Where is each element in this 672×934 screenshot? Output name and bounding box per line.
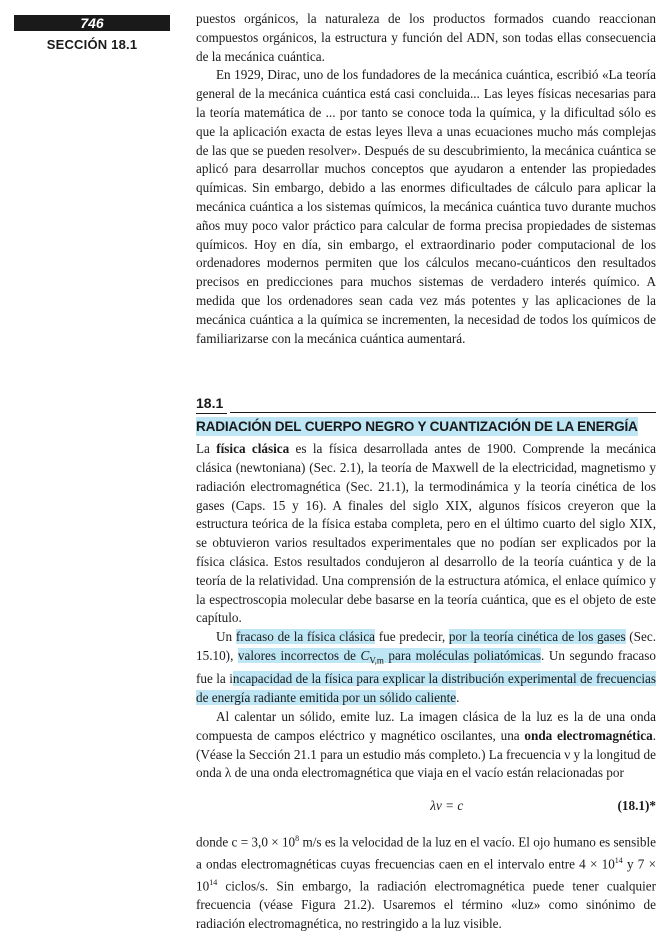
equation-number: (18.1)* <box>617 798 656 814</box>
paragraph-classical-physics: La física clásica es la física desarrollada antes de 1900. Comprende la mecánica clásica (newtoniana) (Sec. 2.1), la teoría de Maxwell de la electricidad, magnetismo y radiación electromagnética (Sec. 21.1), la termodinámica y la teoría cinética de los gases (Caps. 15 y 16). A finales del siglo XIX, algunos físicos creyeron que la estructura teórica de la física estaba completa, pero en el último cuarto del siglo XIX, se obtuvieron varios resultados experimentales que no podían ser explicados por la física clásica. Estos resultados condujeron al desarrollo de la teoría cuántica y de la teoría de la relatividad. Una comprensión de la estructura atómica, el enlace químico y la espectroscopia molecular debe basarse en la teoría cuántica, que es el objeto de este capítulo. <box>196 441 656 626</box>
paragraph-electromagnetic-wave: Al calentar un sólido, emite luz. La imagen clásica de la luz es la de una onda compuesta de campos eléctrico y magnético oscilantes, una onda electromagnética. (Véase la Sección 21.1 para un estudio más completo.) La frecuencia ν y la longitud de onda λ de una onda electromagnética que viaja en el vacío están relacionadas por <box>196 708 656 781</box>
term-electromagnetic-wave: onda electromagnética <box>524 727 653 743</box>
body-text <box>196 10 656 934</box>
equation-18-1 <box>196 797 656 816</box>
highlight-radiation-failure: ncapacidad de la física para explicar la distribución experimental de frecuencias de energía radiante emitida por un sólido caliente <box>196 671 656 706</box>
term-classical-physics: física clásica <box>216 441 290 457</box>
intro-paragraph-2: En 1929, Dirac, uno de los fundadores de la mecánica cuántica, escribió «La teoría general de la mecánica cuántica está casi concluida... Las leyes físicas necesarias para la teoría matemática de ... por tanto se conoce toda la química, y la dificultad sólo es que la aplicación exacta de estas leyes lleva a unas ecuaciones mucho más complejas de las que se pueden resolver». Después de su descubrimiento, la mecánica cuántica se aplicó para desarrollar muchos conceptos que ayudaron a entender las propiedades químicas. Sin embargo, debido a las enormes dificultades de cálculo para aplicar la mecánica cuántica a los sistemas químicos, la mecánica cuántica tuvo durante muchos años muy poco valor práctico para calcular de forma precisa propiedades de sistemas químicos. Hoy en día, sin embargo, el extraordinario poder computacional de los ordenadores modernos permiten que los cálculos mecano-cuánticos den resultados precisos en predicciones para muchos sistemas de verdadero interés químico. A medida que los ordenadores sean cada vez más potentes y las aplicaciones de la mecánica cuántica a la química se incrementen, la necesidad de todos los químicos de familiarizarse con la mecánica cuántica aumentará. <box>196 67 656 346</box>
equation-expression: λν = c <box>430 798 464 814</box>
section-rule <box>230 412 656 413</box>
section-number: 18.1 <box>196 394 227 414</box>
paragraph-failures: Un fracaso de la física clásica fue predecir, por la teoría cinética de los gases (Sec. 15.10), valores incorrectos de $C_{V,m}$ para moléculas poliatómicas. Un segundo fracaso fue la incapacidad de la física para explicar la distribución experimental de frecuencias de energía radiante emitida por un sólido caliente. <box>196 629 656 706</box>
page-number: 746 <box>14 15 170 31</box>
highlight-cv-values: valores incorrectos de $C_{V,m}$ para moléculas poliatómicas <box>237 647 542 666</box>
highlight-kinetic-theory: por la teoría cinética de los gases <box>448 629 626 645</box>
section-heading <box>196 394 656 440</box>
running-section-label: SECCIÓN 18.1 <box>46 37 138 52</box>
paragraph-speed-of-light: donde $c = 3,0 \times 10^8$ m/s es la velocidad de la luz en el vacío. El ojo humano es sensible a ondas electromagnéticas cuyas frecuencias caen en el intervalo entre $4 \times 10^{14}$ y $7 \times 10^{14}$ ciclos/s. Sin embargo, la radiación electromagnética puede tener cualquier frecuencia (véase Figura 21.2). Usaremos el término «luz» como sinónimo de radiación electromagnética, no restringido a la luz visible. <box>196 833 657 932</box>
section-title: RADIACIÓN DEL CUERPO NEGRO Y CUANTIZACIÓN DE LA ENERGÍA <box>196 419 638 435</box>
highlight-failure: fracaso de la física clásica <box>235 629 376 645</box>
intro-paragraph-1: puestos orgánicos, la naturaleza de los productos formados cuando reaccionan compuestos orgánicos, la estructura y función del ADN, son todas ellas consecuencia de la mecánica cuántica. <box>196 11 656 64</box>
